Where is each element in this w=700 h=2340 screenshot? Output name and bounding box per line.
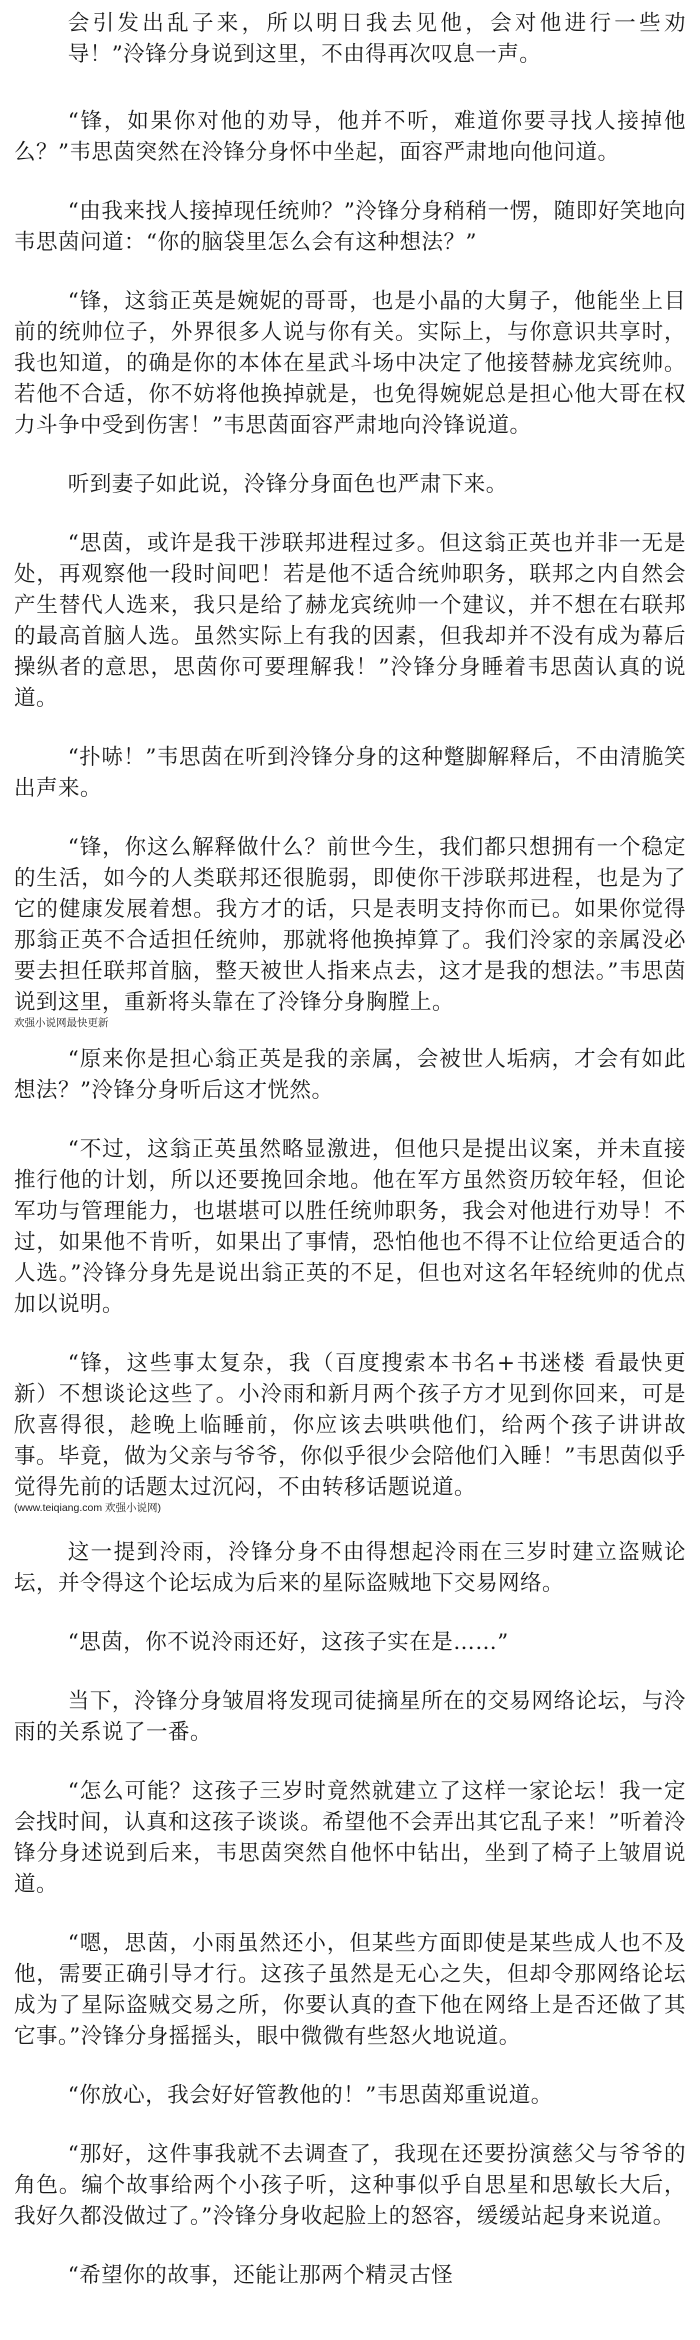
paragraph-9: “原来你是担心翁正英是我的亲属，会被世人垢病，才会有如此想法？”泠锋分身听后这才恍然。: [14, 1047, 686, 1103]
paragraph-1: 会引发出乱子来，所以明日我去见他，会对他进行一些劝导！”泠锋分身说到这里，不由得再次叹息一声。: [67, 11, 686, 67]
paragraph-11: “锋，这些事太复杂，我（百度搜索本书名+书迷楼 看最快更新）不想谈论这些了。小泠雨和新月两个孩子方才见到你回来，可是欣喜得很，趁晚上临睡前，你应该去哄哄他们，给两个孩子讲讲故事。毕竟，做为父亲与爷爷，你似乎很少会陪他们入睡！”韦思茵似乎觉得先前的话题太过沉闷，不由转移话题说道。: [14, 1351, 686, 1500]
site-url-note: (www.teiqiang.com 欢强小说网): [14, 1502, 162, 1514]
paragraph-18: “那好，这件事我就不去调查了，我现在还要扮演慈父与爷爷的角色。编个故事给两个小孩子听，这种事似乎自思星和思敏长大后，我好久都没做过了。”泠锋分身收起脸上的怒容，缓缓站起身来说道。: [14, 2142, 686, 2229]
paragraph-8: “锋，你这么解释做什么？前世今生，我们都只想拥有一个稳定的生活，如今的人类联邦还很脆弱，即使你干涉联邦进程，也是为了它的健康发展着想。我方才的话，只是表明支持你而已。如果你觉得那翁正英不合适担任统帅，那就将他换掉算了。我们泠家的亲属没必要去担任联邦首脑，整天被世人指来点去，这才是我的想法。”韦思茵说到这里，重新将头靠在了泠锋分身胸膛上。: [14, 835, 686, 1015]
paragraph-2: “锋，如果你对他的劝导，他并不听，难道你要寻找人接掉他么？”韦思茵突然在泠锋分身怀中坐起，面容严肃地向他问道。: [14, 109, 686, 165]
paragraph-12: 这一提到泠雨，泠锋分身不由得想起泠雨在三岁时建立盗贼论坛，并令得这个论坛成为后来的星际盗贼地下交易网络。: [14, 1540, 686, 1596]
paragraph-5: 听到妻子如此说，泠锋分身面色也严肃下来。: [67, 472, 508, 497]
paragraph-15: “怎么可能？这孩子三岁时竟然就建立了这样一家论坛！我一定会找时间，认真和这孩子谈谈。希望他不会弄出其它乱子来！”听着泠锋分身述说到后来，韦思茵突然自他怀中钻出，坐到了椅子上皱眉说道。: [14, 1779, 686, 1897]
paragraph-14: 当下，泠锋分身皱眉将发现司徒摘星所在的交易网络论坛，与泠雨的关系说了一番。: [14, 1689, 686, 1745]
paragraph-7: “扑哧！”韦思茵在听到泠锋分身的这种蹩脚解释后，不由清脆笑出声来。: [14, 745, 686, 801]
paragraph-19: “希望你的故事，还能让那两个精灵古怪: [67, 2263, 454, 2288]
paragraph-16: “嗯，思茵，小雨虽然还小，但某些方面即使是某些成人也不及他，需要正确引导才行。这孩子虽然是无心之失，但却令那网络论坛成为了星际盗贼交易之所，你要认真的查下他在网络上是否还做了其它事。”泠锋分身摇摇头，眼中微微有些怒火地说道。: [14, 1931, 686, 2049]
paragraph-13: “思茵，你不说泠雨还好，这孩子实在是……”: [67, 1630, 509, 1655]
paragraph-3: “由我来找人接掉现任统帅？”泠锋分身稍稍一愣，随即好笑地向韦思茵问道：“你的脑袋里怎么会有这种想法？”: [14, 199, 686, 255]
site-watermark-note: 欢强小说网最快更新: [14, 1017, 109, 1029]
paragraph-10: “不过，这翁正英虽然略显激进，但他只是提出议案，并未直接推行他的计划，所以还要挽回余地。他在军方虽然资历较年轻，但论军功与管理能力，也堪堪可以胜任统帅职务，我会对他进行劝导！不过，如果他不肯听，如果出了事情，恐怕他也不得不让位给更适合的人选。”泠锋分身先是说出翁正英的不足，但也对这名年轻统帅的优点加以说明。: [14, 1137, 686, 1317]
paragraph-17: “你放心，我会好好管教他的！”韦思茵郑重说道。: [67, 2083, 553, 2108]
paragraph-6: “思茵，或许是我干涉联邦进程过多。但这翁正英也并非一无是处，再观察他一段时间吧！若是他不适合统帅职务，联邦之内自然会产生替代人选来，我只是给了赫龙宾统帅一个建议，并不想在右联邦的最高首脑人选。虽然实际上有我的因素，但我却并不没有成为幕后操纵者的意思，思茵你可要理解我！”泠锋分身睡着韦思茵认真的说道。: [14, 531, 686, 711]
paragraph-4: “锋，这翁正英是婉妮的哥哥，也是小晶的大舅子，他能坐上目前的统帅位子，外界很多人说与你有关。实际上，与你意识共享时，我也知道，的确是你的本体在星武斗场中决定了他接替赫龙宾统帅。若他不合适，你不妨将他换掉就是，也免得婉妮总是担心他大哥在权力斗争中受到伤害！”韦思茵面容严肃地向泠锋说道。: [14, 289, 686, 438]
